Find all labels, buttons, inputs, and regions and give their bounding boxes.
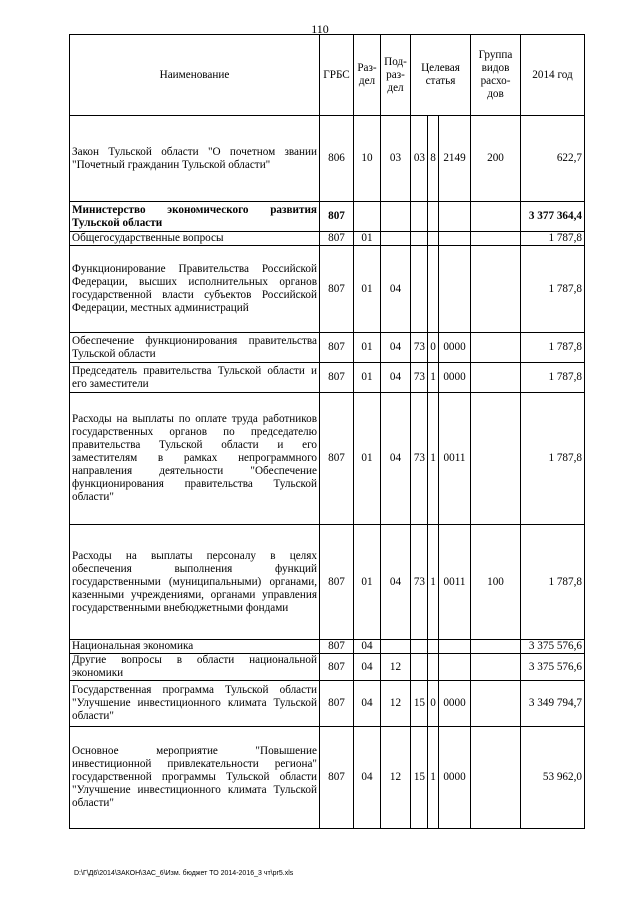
cell-podrazdel: 04 xyxy=(381,246,411,333)
cell-razdel: 04 xyxy=(354,681,381,727)
cell-podrazdel: 04 xyxy=(381,363,411,393)
cell-razdel: 10 xyxy=(354,116,381,202)
table-row xyxy=(70,202,585,232)
cell-name: Национальная экономика xyxy=(70,640,320,654)
cell-group xyxy=(471,727,521,829)
table-row xyxy=(70,232,585,246)
cell-ts3: 0000 xyxy=(439,363,471,393)
cell-grbs: 806 xyxy=(320,116,354,202)
cell-amount: 3 375 576,6 xyxy=(521,640,585,654)
cell-razdel: 04 xyxy=(354,640,381,654)
cell-group xyxy=(471,232,521,246)
cell-amount: 1 787,8 xyxy=(521,393,585,525)
cell-ts2: 1 xyxy=(428,525,439,640)
table-header-row xyxy=(70,35,585,116)
cell-ts1: 03 xyxy=(411,116,428,202)
header-target-article: Целевая статья xyxy=(411,35,471,116)
cell-ts3: 0011 xyxy=(439,525,471,640)
cell-ts3 xyxy=(439,246,471,333)
cell-name: Функционирование Правительства Российской Федерации, высших исполнительных органов государственной власти субъектов Российской Федерации, местных администраций xyxy=(70,246,320,333)
cell-grbs: 807 xyxy=(320,246,354,333)
cell-ts1: 73 xyxy=(411,393,428,525)
cell-ts1 xyxy=(411,246,428,333)
table-row xyxy=(70,116,585,202)
cell-group xyxy=(471,202,521,232)
cell-name: Министерство экономического развития Тульской области xyxy=(70,202,320,232)
cell-ts3 xyxy=(439,202,471,232)
cell-ts2: 0 xyxy=(428,681,439,727)
cell-podrazdel: 12 xyxy=(381,654,411,681)
cell-group xyxy=(471,246,521,333)
cell-razdel: 01 xyxy=(354,232,381,246)
cell-razdel: 01 xyxy=(354,246,381,333)
cell-group xyxy=(471,681,521,727)
cell-grbs: 807 xyxy=(320,640,354,654)
cell-amount: 1 787,8 xyxy=(521,232,585,246)
header-name: Наименование xyxy=(70,35,320,116)
page-number: 110 xyxy=(311,22,329,36)
header-year: 2014 год xyxy=(521,35,585,116)
header-grbs: ГРБС xyxy=(320,35,354,116)
cell-podrazdel: 03 xyxy=(381,116,411,202)
cell-podrazdel: 12 xyxy=(381,681,411,727)
cell-amount: 622,7 xyxy=(521,116,585,202)
cell-razdel xyxy=(354,202,381,232)
cell-ts2: 0 xyxy=(428,333,439,363)
cell-amount: 3 377 364,4 xyxy=(521,202,585,232)
cell-amount: 3 349 794,7 xyxy=(521,681,585,727)
cell-ts1: 15 xyxy=(411,727,428,829)
cell-razdel: 01 xyxy=(354,525,381,640)
table-row xyxy=(70,525,585,640)
cell-grbs: 807 xyxy=(320,681,354,727)
budget-table xyxy=(69,34,585,829)
cell-ts2: 1 xyxy=(428,727,439,829)
cell-ts3 xyxy=(439,232,471,246)
cell-ts1: 73 xyxy=(411,525,428,640)
cell-name: Закон Тульской области "О почетном звании "Почетный гражданин Тульской области" xyxy=(70,116,320,202)
cell-podrazdel xyxy=(381,640,411,654)
cell-amount: 53 962,0 xyxy=(521,727,585,829)
cell-grbs: 807 xyxy=(320,654,354,681)
cell-grbs: 807 xyxy=(320,202,354,232)
table-row xyxy=(70,681,585,727)
cell-grbs: 807 xyxy=(320,333,354,363)
cell-ts3: 0000 xyxy=(439,333,471,363)
cell-name: Председатель правительства Тульской области и его заместители xyxy=(70,363,320,393)
cell-ts2: 1 xyxy=(428,393,439,525)
cell-group xyxy=(471,640,521,654)
header-expense-group: Группа видов расхо- дов xyxy=(471,35,521,116)
cell-amount: 1 787,8 xyxy=(521,525,585,640)
cell-ts1: 73 xyxy=(411,363,428,393)
table-row xyxy=(70,654,585,681)
cell-ts1 xyxy=(411,640,428,654)
cell-group: 100 xyxy=(471,525,521,640)
cell-podrazdel xyxy=(381,232,411,246)
cell-podrazdel: 12 xyxy=(381,727,411,829)
cell-grbs: 807 xyxy=(320,727,354,829)
table-row xyxy=(70,363,585,393)
cell-podrazdel: 04 xyxy=(381,333,411,363)
cell-ts3: 2149 xyxy=(439,116,471,202)
cell-amount: 1 787,8 xyxy=(521,246,585,333)
cell-group xyxy=(471,654,521,681)
cell-ts1 xyxy=(411,654,428,681)
cell-ts1 xyxy=(411,202,428,232)
cell-name: Государственная программа Тульской области "Улучшение инвестиционного климата Тульской области" xyxy=(70,681,320,727)
cell-razdel: 04 xyxy=(354,654,381,681)
cell-podrazdel: 04 xyxy=(381,525,411,640)
cell-grbs: 807 xyxy=(320,393,354,525)
cell-group xyxy=(471,333,521,363)
cell-ts2 xyxy=(428,202,439,232)
header-podrazdel: Под- раз- дел xyxy=(381,35,411,116)
cell-podrazdel xyxy=(381,202,411,232)
cell-ts3: 0000 xyxy=(439,681,471,727)
cell-razdel: 01 xyxy=(354,393,381,525)
table-row xyxy=(70,727,585,829)
cell-ts2: 8 xyxy=(428,116,439,202)
header-razdel: Раз- дел xyxy=(354,35,381,116)
cell-amount: 1 787,8 xyxy=(521,333,585,363)
cell-podrazdel: 04 xyxy=(381,393,411,525)
cell-ts2: 1 xyxy=(428,363,439,393)
cell-ts1: 15 xyxy=(411,681,428,727)
cell-amount: 1 787,8 xyxy=(521,363,585,393)
cell-ts2 xyxy=(428,232,439,246)
cell-group: 200 xyxy=(471,116,521,202)
cell-name: Основное мероприятие "Повышение инвестиционной привлекательности региона" государственной программы Тульской области "Улучшение инвестиционного климата Тульской области" xyxy=(70,727,320,829)
cell-name: Расходы на выплаты персоналу в целях обеспечения выполнения функций государственными (муниципальными) органами, казенными учреждениями, органами управления государственными внебюджетными фондами xyxy=(70,525,320,640)
cell-ts3 xyxy=(439,640,471,654)
cell-ts3: 0000 xyxy=(439,727,471,829)
cell-razdel: 04 xyxy=(354,727,381,829)
cell-group xyxy=(471,393,521,525)
cell-name: Обеспечение функционирования правительства Тульской области xyxy=(70,333,320,363)
cell-name: Расходы на выплаты по оплате труда работников государственных органов по председателю правительства Тульской области и его заместителям в рамках непрограммного направления деятельности "Обеспечение функционирования правительства Тульской области" xyxy=(70,393,320,525)
cell-ts3 xyxy=(439,654,471,681)
cell-grbs: 807 xyxy=(320,363,354,393)
table-row xyxy=(70,393,585,525)
table-row xyxy=(70,333,585,363)
cell-razdel: 01 xyxy=(354,333,381,363)
cell-group xyxy=(471,363,521,393)
cell-ts1: 73 xyxy=(411,333,428,363)
cell-grbs: 807 xyxy=(320,232,354,246)
cell-amount: 3 375 576,6 xyxy=(521,654,585,681)
cell-ts2 xyxy=(428,246,439,333)
cell-name: Другие вопросы в области национальной экономики xyxy=(70,654,320,681)
table-row xyxy=(70,246,585,333)
cell-name: Общегосударственные вопросы xyxy=(70,232,320,246)
table-row xyxy=(70,640,585,654)
cell-razdel: 01 xyxy=(354,363,381,393)
file-path-footer: D:\Г\Д6\2014\ЗАКОН\ЗАС_6\Изм. бюджет ТО 2014-2016_3 чт\pr5.xls xyxy=(74,870,294,877)
cell-ts3: 0011 xyxy=(439,393,471,525)
cell-ts2 xyxy=(428,654,439,681)
cell-grbs: 807 xyxy=(320,525,354,640)
cell-ts2 xyxy=(428,640,439,654)
cell-ts1 xyxy=(411,232,428,246)
